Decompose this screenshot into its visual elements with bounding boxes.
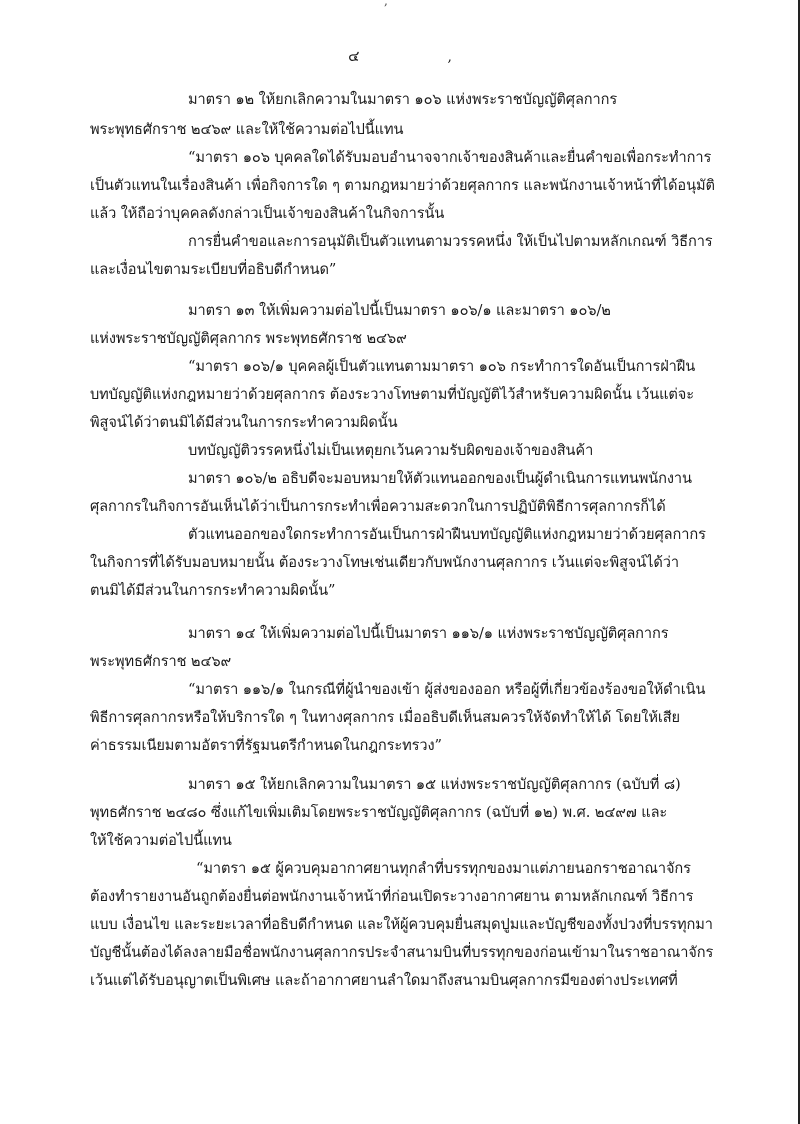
section-15-new-line-5: เว้นแต่ได้รับอนุญาตเป็นพิเศษ และถ้าอากาศยานลำใดมาถึงสนามบินศุลกากรมีของต่างประเทศที่ — [90, 972, 678, 989]
page-number — [0, 44, 800, 68]
section-116-1-para-1: “มาตรา ๑๑๖/๑ ในกรณีที่ผู้นำของเข้า ผู้ส่งของออก หรือผู้ที่เกี่ยวข้องร้องขอให้ดำเนิน — [188, 681, 706, 698]
section-12-line-2: พระพุทธศักราช ๒๔๖๙ และให้ใช้ความต่อไปนี้แทน — [90, 121, 404, 138]
section-106-2-para-1: มาตรา ๑๐๖/๒ อธิบดีจะมอบหมายให้ตัวแทนออกของเป็นผู้ดำเนินการแทนพนักงาน — [188, 470, 692, 487]
section-14-heading: มาตรา ๑๔ ให้เพิ่มความต่อไปนี้เป็นมาตรา ๑๑๖/๑ แห่งพระราชบัญญัติศุลกากร — [188, 625, 669, 642]
section-116-1-line-3: ค่าธรรมเนียมตามอัตราที่รัฐมนตรีกำหนดในกฎกระทรวง” — [90, 737, 442, 754]
scan-mark: , — [384, 0, 388, 8]
section-106-2-line-4: ในกิจการที่ได้รับมอบหมายนั้น ต้องระวางโทษเช่นเดียวกับพนักงานศุลกากร เว้นแต่จะพิสูจน์ได้ว่า — [90, 554, 679, 571]
section-106-1-line-2: บทบัญญัติแห่งกฎหมายว่าด้วยศุลกากร ต้องระวางโทษตามที่บัญญัติไว้สำหรับความผิดนั้น เว้นแต่จะ — [90, 386, 694, 403]
section-106-1-para-1: “มาตรา ๑๐๖/๑ บุคคลผู้เป็นตัวแทนตามมาตรา ๑๐๖ กระทำการใดอันเป็นการฝ่าฝืน — [188, 358, 696, 375]
section-14-line-2: พระพุทธศักราช ๒๔๖๙ — [90, 653, 232, 670]
section-15-new-line-2: ต้องทำรายงานอันถูกต้องยื่นต่อพนักงานเจ้าหน้าที่ก่อนเปิดระวางอากาศยาน ตามหลักเกณฑ์ วิธีการ — [90, 888, 694, 905]
section-13-heading: มาตรา ๑๓ ให้เพิ่มความต่อไปนี้เป็นมาตรา ๑๐๖/๑ และมาตรา ๑๐๖/๒ — [188, 302, 611, 319]
section-106-line-5: และเงื่อนไขตามระเบียบที่อธิบดีกำหนด” — [90, 261, 337, 278]
section-106-2-line-2: ศุลกากรในกิจการอันเห็นได้ว่าเป็นการกระทำเพื่อความสะดวกในการปฏิบัติพิธีการศุลกากรก็ได้ — [90, 498, 666, 515]
section-106-line-2: เป็นตัวแทนในเรื่องสินค้า เพื่อกิจการใด ๆ ตามกฎหมายว่าด้วยศุลกากร และพนักงานเจ้าหน้าที่ได้อนุมัติ — [90, 177, 715, 194]
section-15-new-line-3: แบบ เงื่อนไข และระยะเวลาที่อธิบดีกำหนด และให้ผู้ควบคุมยื่นสมุดปูมและบัญชีของทั้งปวงที่บรรทุกมา — [90, 916, 713, 933]
section-106-1-line-3: พิสูจน์ได้ว่าตนมิได้มีส่วนในการกระทำความผิดนั้น — [90, 414, 398, 431]
section-116-1-line-2: พิธีการศุลกากรหรือให้บริการใด ๆ ในทางศุลกากร เมื่ออธิบดีเห็นสมควรให้จัดทำให้ได้ โดยให้เสีย — [90, 709, 681, 726]
page-number-text: ๔ — [348, 47, 360, 65]
section-15-heading: มาตรา ๑๕ ให้ยกเลิกความในมาตรา ๑๕ แห่งพระราชบัญญัติศุลกากร (ฉบับที่ ๘) — [188, 776, 681, 793]
section-15-line-2: พุทธศักราช ๒๔๘๐ ซึ่งแก้ไขเพิ่มเติมโดยพระราชบัญญัติศุลกากร (ฉบับที่ ๑๒) พ.ศ. ๒๔๙๗ และ — [90, 804, 668, 821]
section-12-heading: มาตรา ๑๒ ให้ยกเลิกความในมาตรา ๑๐๖ แห่งพระราชบัญญัติศุลกากร — [188, 91, 618, 108]
section-13-line-2: แห่งพระราชบัญญัติศุลกากร พระพุทธศักราช ๒๔๖๙ — [90, 330, 407, 347]
section-106-1-para-2: บทบัญญัติวรรคหนึ่งไม่เป็นเหตุยกเว้นความรับผิดของเจ้าของสินค้า — [188, 442, 594, 459]
section-15-line-3: ให้ใช้ความต่อไปนี้แทน — [90, 832, 232, 849]
section-106-line-3: แล้ว ให้ถือว่าบุคคลดังกล่าวเป็นเจ้าของสินค้าในกิจการนั้น — [90, 205, 445, 222]
section-15-new-line-4: บัญชีนั้นต้องได้ลงลายมือชื่อพนักงานศุลกากรประจำสนามบินที่บรรทุกของก่อนเข้ามาในราชอาณาจักร — [90, 944, 714, 961]
section-15-new-para-1: “มาตรา ๑๕ ผู้ควบคุมอากาศยานทุกลำที่บรรทุกของมาแต่ภายนอกราชอาณาจักร — [196, 860, 691, 877]
section-106-para-1: “มาตรา ๑๐๖ บุคคลใดได้รับมอบอำนาจจากเจ้าของสินค้าและยื่นคำขอเพื่อกระทำการ — [188, 149, 712, 166]
section-106-para-2: การยื่นคำขอและการอนุมัติเป็นตัวแทนตามวรรคหนึ่ง ให้เป็นไปตามหลักเกณฑ์ วิธีการ — [188, 233, 713, 250]
page-tick-mark: , — [447, 49, 452, 65]
section-106-2-line-5: ตนมิได้มีส่วนในการกระทำความผิดนั้น” — [90, 582, 336, 599]
section-106-2-para-2: ตัวแทนออกของใดกระทำการอันเป็นการฝ่าฝืนบทบัญญัติแห่งกฎหมายว่าด้วยศุลกากร — [188, 526, 706, 543]
